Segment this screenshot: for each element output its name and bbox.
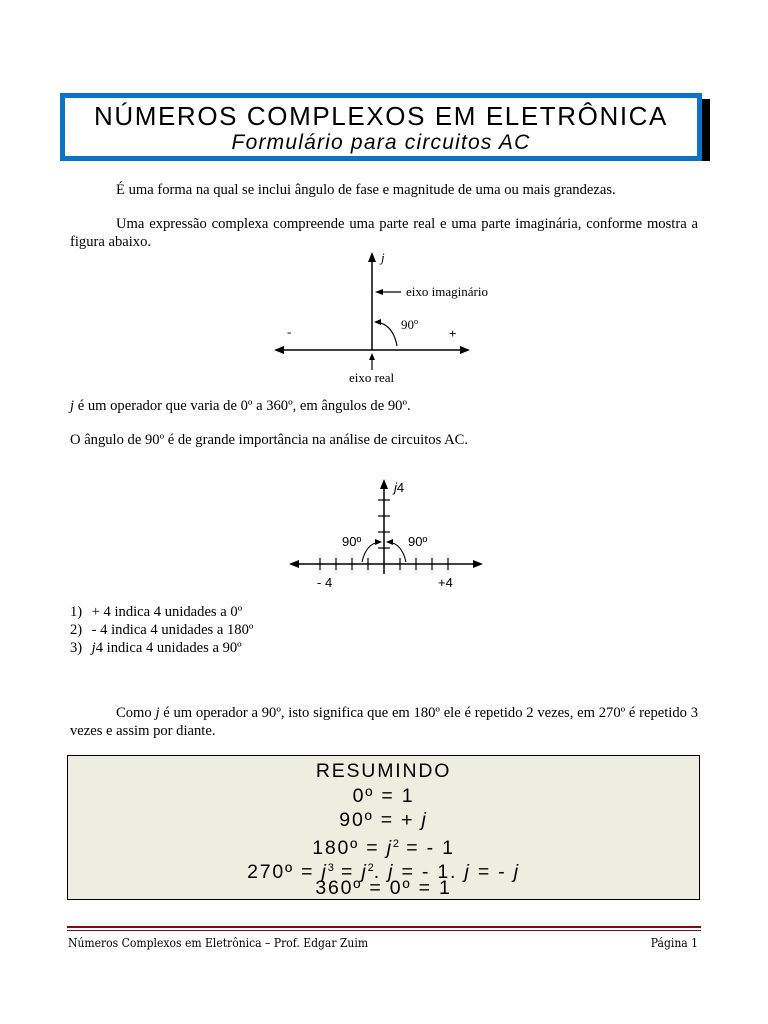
paragraph-3-text: é um operador que varia de 0º a 360º, em ângulos de 90º. [74, 398, 411, 414]
imag-axis-label: eixo imaginário [406, 284, 488, 299]
right-angle-label: 90º [408, 534, 428, 549]
footer-rule-thin [67, 930, 701, 931]
summary-line-0: 0º = 1 [352, 785, 415, 807]
plus-label: + [449, 326, 457, 341]
page-number: Página 1 [650, 936, 698, 950]
angle-arc [376, 322, 397, 346]
imaginary-axis-arrowhead [368, 252, 376, 262]
tick-axes-diagram [282, 474, 492, 594]
real-axis-left-arrowhead [274, 346, 284, 354]
left-angle-arrowhead [375, 539, 382, 545]
summary-line-360: 360º = 0º = 1 [315, 877, 452, 899]
right-angle-arc [389, 542, 406, 562]
header-box [60, 93, 702, 161]
imag-pointer-arrowhead [375, 289, 383, 295]
paragraph-1: É uma forma na qual se inclui ângulo de fase e magnitude de uma ou mais grandezas. [116, 182, 616, 198]
list-item: 1) + 4 indica 4 unidades a 0º [70, 604, 243, 620]
minus4-label: - 4 [317, 575, 333, 590]
horizontal-axis-right-arrowhead [473, 560, 483, 568]
footer-left-text: Números Complexos em Eletrônica – Prof. Edgar Zuim [68, 936, 369, 950]
vertical-axis-arrowhead [380, 479, 388, 489]
page-title: NÚMEROS COMPLEXOS EM ELETRÔNICA [93, 101, 669, 131]
angle-arc-arrowhead [374, 319, 381, 325]
real-pointer-arrowhead [369, 353, 375, 360]
left-angle-label: 90º [342, 534, 362, 549]
list-item: 3) j4 indica 4 unidades a 90º [70, 640, 242, 656]
summary-title: RESUMINDO [315, 760, 452, 782]
horizontal-axis-left-arrowhead [289, 560, 299, 568]
operator-j: j [70, 398, 75, 414]
paragraph-3 [70, 397, 698, 415]
footer-rule [67, 926, 701, 928]
summary-line-180: 180º = $j^2$ = - 1 [312, 837, 455, 859]
minus-label: - [287, 324, 292, 339]
paragraph-4: O ângulo de 90º é de grande importância na análise de circuitos AC. [70, 432, 469, 448]
left-angle-arc [362, 542, 379, 562]
right-angle-arrowhead [386, 539, 393, 545]
angle-label: 90º [401, 317, 419, 332]
summary-line-90: 90º = + j [339, 809, 428, 831]
complex-plane-diagram [265, 246, 515, 388]
summary-box [67, 755, 700, 900]
summary-line-270: 270º = $j^3 = j^2$. j = - 1. j = - j [247, 861, 520, 883]
page-subtitle: Formulário para circuitos AC [231, 131, 531, 154]
j4-label: j4 [394, 480, 405, 495]
paragraph-5: Como j é um operador a 90º, isto significa que em 180º ele é repetido 2 vezes, em 270º é repetido 3 vezes e assim por diante. [70, 705, 698, 739]
list-item: 2) - 4 indica 4 unidades a 180º [70, 622, 254, 638]
j-label: j [381, 250, 385, 265]
paragraph-2: Uma expressão complexa compreende uma parte real e uma parte imaginária, conforme mostra a figura abaixo. [70, 216, 698, 250]
real-axis-label: eixo real [349, 370, 395, 385]
plus4-label: +4 [438, 575, 453, 590]
real-axis-right-arrowhead [460, 346, 470, 354]
